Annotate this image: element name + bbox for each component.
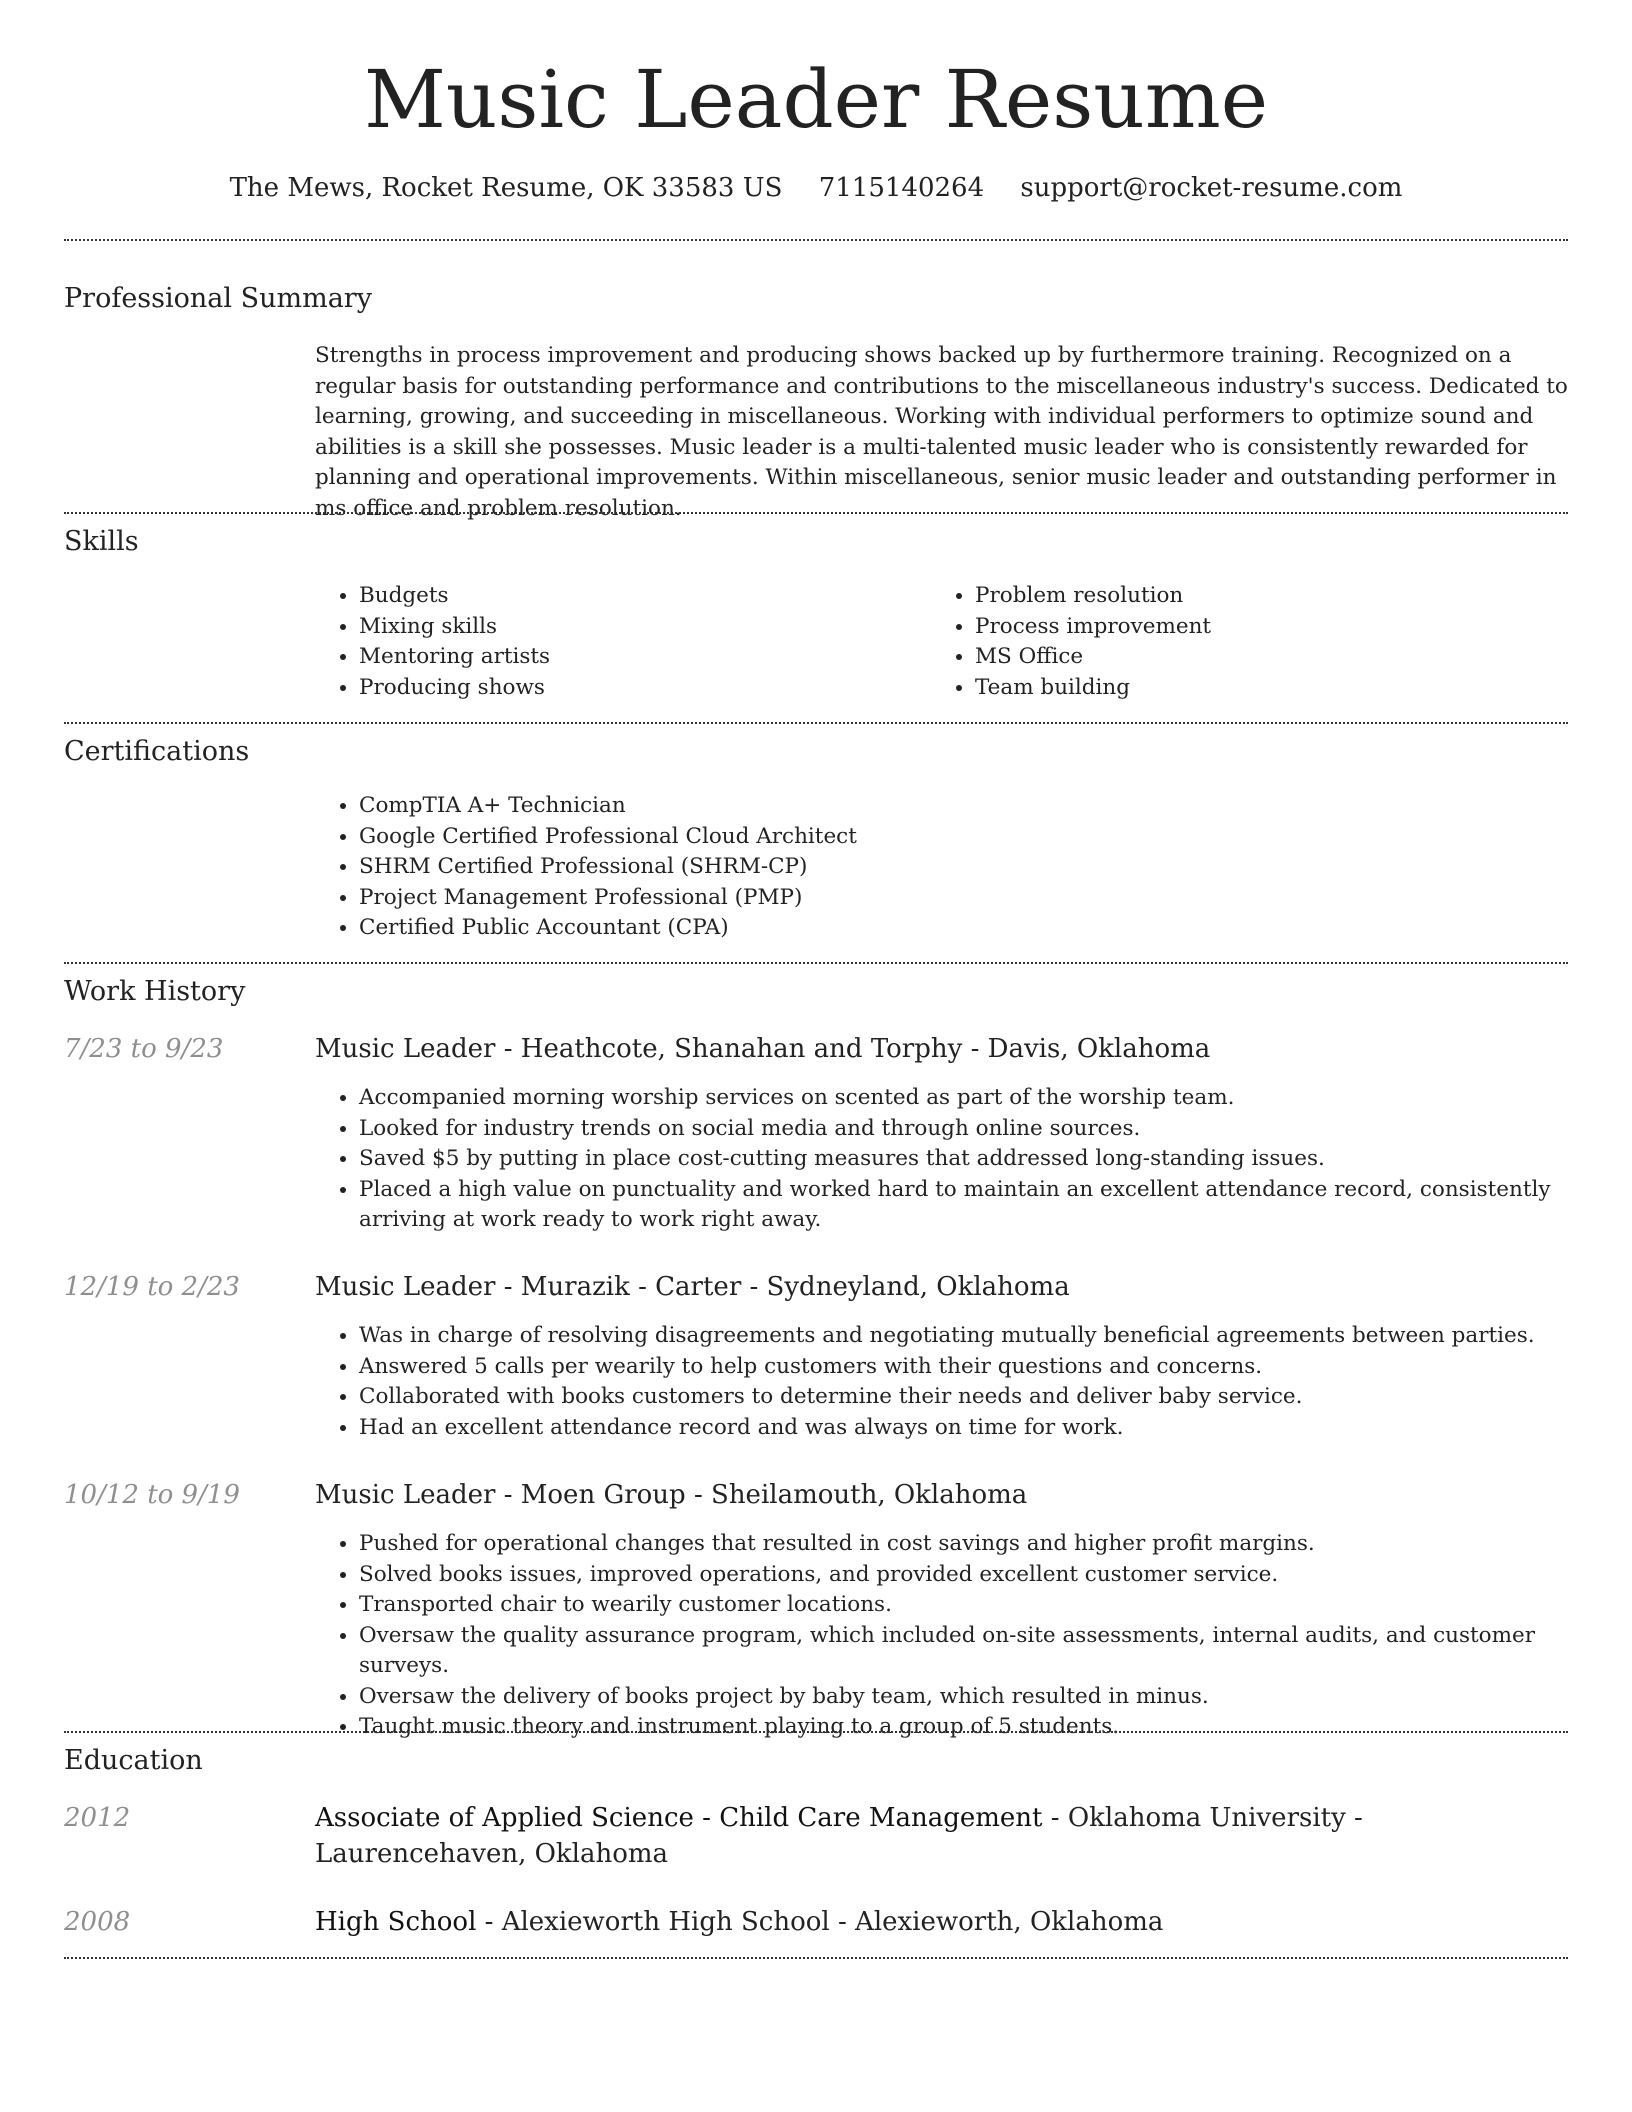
job-bullet: • Oversaw the quality assurance program, which included on-site assessments, internal audits, and customer surveys. <box>359 1621 1568 1682</box>
section-divider <box>64 239 1568 241</box>
job-dates: 7/23 to 9/23 <box>64 1034 224 1064</box>
education-heading: Education <box>64 1745 203 1776</box>
education-year: 2008 <box>64 1907 131 1937</box>
section-divider <box>64 1957 1568 1959</box>
skill-item: • Team building <box>975 673 1531 704</box>
education-degree: High School <box>315 1907 477 1937</box>
job-bullet: • Transported chair to wearily customer locations. <box>359 1590 1568 1621</box>
skill-item: • Mixing skills <box>359 612 915 643</box>
education-degree: Associate of Applied Science - Child Care Management <box>315 1803 1043 1833</box>
job-dates: 12/19 to 2/23 <box>64 1272 240 1302</box>
job-bullet: • Placed a high value on punctuality and worked hard to maintain an excellent attendance record, consistently arriving at work ready to work right away. <box>359 1175 1568 1236</box>
address-text: The Mews, Rocket Resume, OK 33583 US <box>229 173 783 203</box>
job-bullet: • Answered 5 calls per wearily to help customers with their questions and concerns. <box>359 1352 1568 1383</box>
job-bullet: • Was in charge of resolving disagreements and negotiating mutually beneficial agreements between parties. <box>359 1321 1568 1352</box>
job-bullet: • Pushed for operational changes that resulted in cost savings and higher profit margins. <box>359 1529 1568 1560</box>
education-school: - Alexieworth High School - Alexieworth, Oklahoma <box>476 1907 1164 1937</box>
job-bullet: • Collaborated with books customers to determine their needs and deliver baby service. <box>359 1382 1568 1413</box>
education-year: 2012 <box>64 1803 131 1833</box>
job-bullet: • Oversaw the delivery of books project by baby team, which resulted in minus. <box>359 1682 1568 1713</box>
job-bullet: • Taught music theory and instrument playing to a group of 5 students. <box>359 1712 1568 1743</box>
summary-text: Strengths in process improvement and producing shows backed up by furthermore training. Recognized on a regular basis for outstanding performance and contributions to the miscellaneous industry's success. Dedicated to learning, growing, and succeeding in miscellaneous. Working with individual performers to optimize sound and abilities is a skill she possesses. Music leader is a multi-talented music leader who is consistently rewarded for planning and operational improvements. Within miscellaneous, senior music leader and outstanding performer in ms office and problem resolution. <box>315 343 1568 521</box>
job-dates: 10/12 to 9/19 <box>64 1480 240 1510</box>
resume-title: Music Leader Resume <box>363 53 1269 146</box>
skills-list-left <box>315 581 915 703</box>
job-bullet: • Looked for industry trends on social media and through online sources. <box>359 1114 1568 1145</box>
certifications-list <box>315 791 1568 944</box>
job-title: Music Leader - Moen Group - Sheilamouth, Oklahoma <box>315 1480 1028 1510</box>
section-divider <box>64 962 1568 964</box>
certification-item: • Google Certified Professional Cloud Architect <box>359 822 1568 853</box>
skills-list-right <box>931 581 1531 703</box>
job-bullets <box>315 1529 1568 1743</box>
skill-item: • MS Office <box>975 642 1531 673</box>
job-bullets <box>315 1083 1568 1236</box>
skill-item: • Budgets <box>359 581 915 612</box>
section-divider <box>64 1731 1568 1733</box>
summary-heading: Professional Summary <box>64 283 372 314</box>
education-school: - Oklahoma University - Laurencehaven, Oklahoma <box>315 1803 1363 1869</box>
skill-item: • Producing shows <box>359 673 915 704</box>
certification-item: • Project Management Professional (PMP) <box>359 883 1568 914</box>
work-history-heading: Work History <box>64 976 246 1007</box>
section-divider <box>64 722 1568 724</box>
certification-item: • SHRM Certified Professional (SHRM-CP) <box>359 852 1568 883</box>
job-bullet: • Solved books issues, improved operations, and provided excellent customer service. <box>359 1560 1568 1591</box>
skill-item: • Problem resolution <box>975 581 1531 612</box>
job-bullet: • Saved $5 by putting in place cost-cutting measures that addressed long-standing issues. <box>359 1144 1568 1175</box>
contact-line <box>0 170 1632 206</box>
education-entry <box>315 1800 1568 1872</box>
skill-item: • Mentoring artists <box>359 642 915 673</box>
skill-item: • Process improvement <box>975 612 1531 643</box>
certification-item: • CompTIA A+ Technician <box>359 791 1568 822</box>
job-bullets <box>315 1321 1568 1443</box>
job-title: Music Leader - Murazik - Carter - Sydneyland, Oklahoma <box>315 1272 1070 1302</box>
job-title: Music Leader - Heathcote, Shanahan and Torphy - Davis, Oklahoma <box>315 1034 1211 1064</box>
certification-item: • Certified Public Accountant (CPA) <box>359 913 1568 944</box>
education-entry <box>315 1904 1568 1940</box>
email-link[interactable]: support@rocket-resume.com <box>1020 173 1403 203</box>
section-divider <box>64 512 1568 514</box>
certifications-heading: Certifications <box>64 736 250 767</box>
skills-heading: Skills <box>64 526 139 557</box>
phone-text: 7115140264 <box>818 173 985 203</box>
job-bullet: • Accompanied morning worship services on scented as part of the worship team. <box>359 1083 1568 1114</box>
job-bullet: • Had an excellent attendance record and was always on time for work. <box>359 1413 1568 1444</box>
